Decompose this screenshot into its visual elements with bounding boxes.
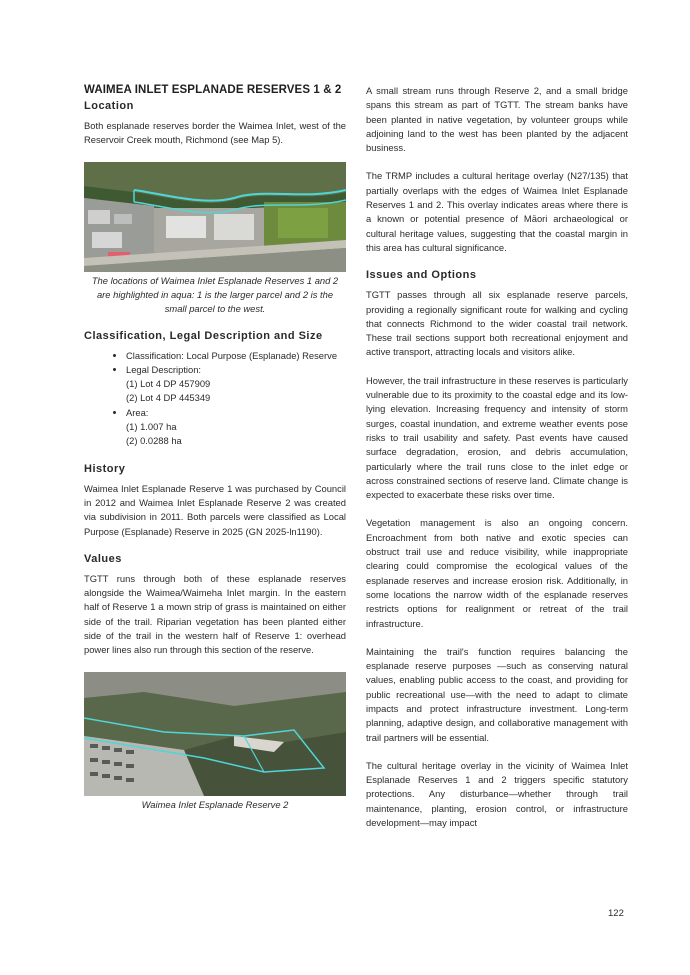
vegetation-paragraph: Vegetation management is also an ongoing concern. Encroachment from both native and exotic species can obstruct trail use and reduce visibility, while inappropriate clearing could compromise the ecological values of the esplanade reserves and increase erosion risk. Additionally, in some locations the narrow width of the esplanade reserves restricts options for realignment or retreat of the trail infrastructure. [366,517,628,629]
history-heading: History [84,462,126,475]
values-heading: Values [84,552,122,565]
maintenance-paragraph: Maintaining the trail's function requires balancing the esplanade reserve purposes —such as conserving natural values, enabling public access to the coast, and providing for public recreational use—with the need to adapt to climate impacts and protect infrastructure investment. Long-term planning, adaptive design, and collaborative management with trail partners will be essential. [366,645,628,743]
figure-2-caption: Waimea Inlet Esplanade Reserve 2 [141,798,289,810]
values-text: TGTT runs through both of these esplanade reserves alongside the Waimea/Waimeha Inlet margin. In the eastern half of Reserve 1 a mown strip of grass is maintained on either side of the trail. Riparian vegetation has been planted either side of the trail in the western half of Reserve 1: overhead power lines also run through this section of the reserve. [84,572,346,656]
aerial-map-graphic [84,162,346,272]
area-item [126,406,346,449]
history-text: Waimea Inlet Esplanade Reserve 1 was purchased by Council in 2012 and Waimea Inlet Esplanade Reserve 2 was created via subdivision in 2011. Both parcels were classified as Local Purpose (Esplanade) Reserve in 2025 (GN 2025-ln1190). [84,482,346,537]
statutory-paragraph: The cultural heritage overlay in the vicinity of Waimea Inlet Esplanade Reserves 1 and 2 triggers specific statutory protections. Any disturbance—whether through trail maintenance, planting, erosion control, or infrastructure development—may impact [366,759,628,829]
legal-description-2: (2) Lot 4 DP 445349 [126,392,211,404]
issues-heading: Issues and Options [366,269,477,282]
classification-list [84,349,346,449]
trail-route-paragraph: TGTT passes through all six esplanade reserve parcels, providing a regionally significant route for walking and cycling that connects Richmond to the wider coastal trail network. These trail sections support both recreational enjoyment and active transport, attracting locals and visitors alike. [366,289,628,358]
legal-description-label: • Legal Description: [126,363,202,375]
page-title: WAIMEA INLET ESPLANADE RESERVES 1 & 2 [84,84,342,96]
classification-heading: Classification, Legal Description and Size [84,329,323,342]
location-text: Both esplanade reserves border the Waimea Inlet, west of the Reservoir Creek mouth, Richmond (see Map 5). [84,120,346,146]
legal-description-1: (1) Lot 4 DP 457909 [126,378,211,390]
aerial-reserve-2-graphic [84,672,346,796]
page-number: 122 [608,908,624,919]
area-2: (2) 0.0288 ha [126,435,182,447]
area-1: (1) 1.007 ha [126,421,177,433]
figure-1-caption: The locations of Waimea Inlet Esplanade Reserves 1 and 2 are highlighted in aqua: 1 is the larger parcel and 2 is the small parcel to the west. [91,274,339,314]
aerial-photo-reserves-1-2 [84,162,346,272]
aerial-photo-reserve-2 [84,672,346,796]
stream-paragraph: A small stream runs through Reserve 2, and a small bridge spans this stream as part of TGTT. The stream banks have been planted in native vegetation, by volunteer groups while adjoining land to the west has been planted by the adjacent business. [366,85,628,154]
cultural-heritage-paragraph: The TRMP includes a cultural heritage overlay (N27/135) that partially overlaps with the edges of Waimea Inlet Esplanade Reserves 1 and 2. This overlay indicates areas where there is a known or potential presence of Māori archaeological or cultural heritage values, suggesting that the coastal margin in this area has cultural significance. [366,170,628,253]
vulnerability-paragraph: However, the trail infrastructure in these reserves is particularly vulnerable due to its proximity to the coastal edge and its low-lying elevation. Increasing frequency and intensity of storm surges, coastal inundation, and extreme weather events pose risks to trail usability and safety. Past events have caused surface degradation, erosion, and debris accumulation, particularly where the trail runs close to the inlet edge or across constrained sections of reserve land. Climate change is expected to exacerbate these risks over time. [366,374,628,501]
classification-item: • Classification: Local Purpose (Esplanade) Reserve [126,349,346,363]
location-heading: Location [84,100,134,112]
left-column [84,84,346,826]
right-column [366,84,628,844]
area-label: • Area: [126,406,149,418]
legal-description-item [126,363,346,406]
